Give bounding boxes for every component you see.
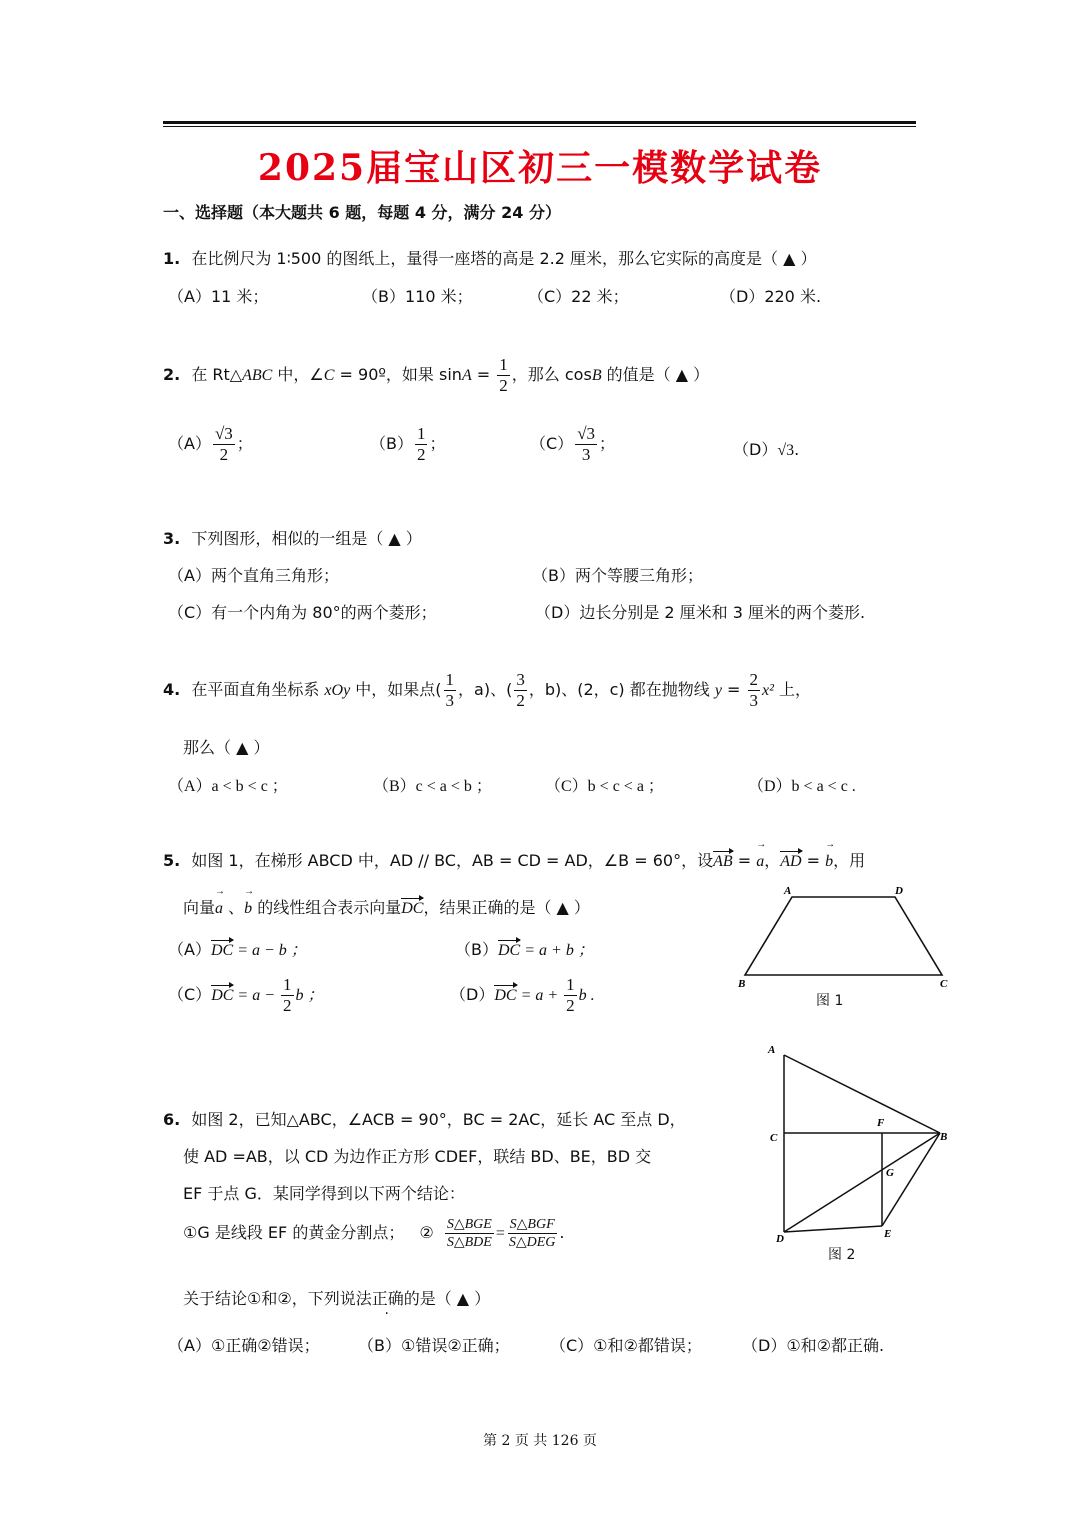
q1-option-a: （A）11 米； — [168, 287, 269, 306]
question-1 — [163, 246, 816, 269]
fraction: $\frac{√3}{3}$ — [577, 424, 596, 464]
q3-option-d: （D）边长分别是 2 厘米和 3 厘米的两个菱形. — [535, 603, 866, 622]
stem-part: 的值是（ ▲ ） — [601, 365, 710, 384]
label-d: D — [776, 1233, 784, 1245]
trapezoid-abcd — [745, 897, 942, 975]
fraction: $\frac{1}{2}$ — [283, 975, 292, 1015]
fraction: $\frac{\text{S△BGE}}{\text{S△BDE}}$ — [446, 1217, 492, 1250]
question-number: 2. — [163, 365, 181, 384]
header-rule-thin — [163, 126, 916, 127]
q4-option-d: （D）b < a < c . — [748, 778, 856, 795]
stem-var: y — [714, 682, 722, 699]
q5-option-c: （C）DC = a − $\frac{1}{2}$ b ； — [168, 975, 324, 1015]
q2-option-b: （B） $\frac{1}{2}$ ； — [370, 424, 446, 464]
fraction: $\frac{2}{3}$ — [749, 670, 759, 710]
label-e: E — [884, 1228, 892, 1240]
section-heading: 一、选择题（本大题共 6 题，每题 4 分，满分 24 分） — [163, 203, 561, 222]
label-g: G — [886, 1167, 894, 1179]
stem-part: = — [471, 365, 496, 384]
label-c: C — [770, 1132, 778, 1144]
stem-var: B — [591, 367, 602, 384]
q6-stem-line3: EF 于点 G．某同学得到以下两个结论： — [183, 1184, 465, 1203]
vector-b: → b — [825, 853, 833, 871]
q3-option-b: （B）两个等腰三角形； — [532, 566, 703, 585]
stem-var: C — [323, 367, 335, 384]
q2-option-a: （A） $\frac{√3}{2}$ ； — [168, 424, 253, 464]
vector-dc: DC — [401, 900, 424, 917]
q6-option-d: （D）①和②都正确. — [742, 1336, 885, 1355]
stem-part: = 90º，如果 sin — [334, 365, 462, 384]
stem-var: ABC — [242, 367, 273, 384]
stem-part: 中，如果点( — [350, 680, 442, 699]
fraction: $\frac{1}{2}$ — [416, 424, 426, 464]
header-rule-thick — [163, 121, 916, 124]
stem-var: A — [461, 367, 472, 384]
label-d: D — [895, 885, 903, 897]
fraction: $\frac{1}{3}$ — [445, 670, 455, 710]
question-number: 4. — [163, 680, 181, 699]
label-a: A — [768, 1044, 776, 1056]
q1-option-c: （C）22 米； — [528, 287, 629, 306]
q1-option-b: （B）110 米； — [362, 287, 473, 306]
vector-a: → a — [756, 853, 764, 871]
q4-option-b: （B）c < a < b ； — [373, 778, 492, 795]
question-6 — [163, 1107, 686, 1130]
question-2 — [163, 355, 709, 396]
stem-part: 上， — [773, 680, 812, 699]
page-footer: 第 2 页 共 126 页 — [483, 1433, 597, 1449]
figure-1-caption: 图 1 — [816, 993, 844, 1009]
label-f: F — [877, 1117, 885, 1129]
question-number: 3. — [163, 529, 181, 548]
question-stem: 如图 2，已知△ABC，∠ACB = 90°，BC = 2AC，延长 AC 至点 D， — [191, 1110, 686, 1129]
conclusion-1: ①G 是线段 EF 的黄金分割点； — [183, 1223, 405, 1242]
label-c: C — [940, 978, 948, 990]
q5-option-a: （A）DC = a − b ； — [168, 940, 307, 959]
fraction: $\frac{1}{2}$ — [566, 975, 575, 1015]
q6-conclusions: ①G 是线段 EF 的黄金分割点； ② $\frac{\text{S△BGE}}{\text{S△BDE}}$ = $\frac{\text{S△BGF}}{\text{S△DEG}}$ . — [183, 1217, 565, 1250]
q6-ask: 关于结论①和②，下列说法正确的是（ ▲ ） — [183, 1289, 491, 1308]
q6-option-b: （B）①错误②正确； — [358, 1336, 510, 1355]
conclusion-2: ② — [419, 1223, 434, 1242]
question-3 — [163, 526, 422, 549]
q3-option-c: （C）有一个内角为 80°的两个菱形； — [168, 603, 437, 622]
stem-part: ，a)、( — [458, 680, 513, 699]
fraction: $\frac{1}{2}$ — [499, 355, 508, 395]
question-5: 5. 如图 1，在梯形 ABCD 中，AD // BC，AB = CD = AD，∠B = 60°，设AB = → a，AD = → b，用 — [163, 848, 865, 871]
label-b: B — [940, 1131, 948, 1143]
stem-part: = — [721, 680, 746, 699]
question-number: 6. — [163, 1110, 181, 1129]
question-stem: 下列图形，相似的一组是（ ▲ ） — [191, 529, 422, 548]
q5-stem-line2: 向量→ a 、→ b 的线性组合表示向量DC，结果正确的是（ ▲ ） — [183, 895, 590, 918]
stem-part: ，那么 cos — [511, 365, 592, 384]
figure-1-trapezoid — [730, 880, 950, 995]
stem-var: x² — [762, 682, 774, 699]
stem-part: 在平面直角坐标系 — [191, 680, 325, 699]
q2-option-c: （C） $\frac{√3}{3}$ ； — [530, 424, 616, 464]
question-4 — [163, 670, 811, 711]
page-title: 2025届宝山区初三一模数学试卷 — [257, 147, 823, 189]
question-number: 1. — [163, 249, 181, 268]
label-b: B — [738, 978, 746, 990]
stem-part: 中，∠ — [272, 365, 324, 384]
fraction: $\frac{√3}{2}$ — [214, 424, 233, 464]
q1-option-d: （D）220 米. — [720, 287, 822, 306]
figure-2-caption: 图 2 — [828, 1247, 856, 1263]
q4-stem-line2: 那么（ ▲ ） — [183, 738, 270, 757]
question-number: 5. — [163, 851, 181, 870]
stem-part: ，b)、(2，c) 都在抛物线 — [528, 680, 715, 699]
fraction: $\frac{3}{2}$ — [516, 670, 525, 710]
stem-var: xOy — [324, 682, 351, 699]
q4-option-a: （A）a < b < c ； — [168, 778, 288, 795]
q5-option-b: （B）DC = a + b ； — [455, 940, 594, 959]
emphasis-correct: 正确 — [371, 1289, 404, 1308]
q2-option-d: （D）√3. — [733, 440, 800, 459]
stem-part: 在 Rt△ — [191, 365, 243, 384]
q3-option-a: （A）两个直角三角形； — [168, 566, 339, 585]
question-stem: 在比例尺为 1∶500 的图纸上，量得一座塔的高是 2.2 厘米，那么它实际的高度是（ ▲ ） — [191, 249, 817, 268]
q5-option-d: （D）DC = a + $\frac{1}{2}$ b . — [450, 975, 595, 1015]
figure-2-geometry — [762, 1040, 962, 1250]
label-a: A — [784, 885, 792, 897]
fraction: $\frac{\text{S△BGF}}{\text{S△DEG}}$ — [508, 1217, 556, 1250]
vector-ab: AB — [713, 853, 733, 870]
q6-stem-line2: 使 AD =AB，以 CD 为边作正方形 CDEF，联结 BD、BE，BD 交 — [183, 1147, 652, 1166]
q6-option-a: （A）①正确②错误； — [168, 1336, 320, 1355]
q4-option-c: （C）b < c < a ； — [545, 778, 664, 795]
vector-ad: AD — [780, 853, 802, 870]
stem-part: 如图 1，在梯形 ABCD 中，AD // BC，AB = CD = AD，∠B = 60°，设 — [191, 851, 714, 870]
q6-option-c: （C）①和②都错误； — [550, 1336, 702, 1355]
